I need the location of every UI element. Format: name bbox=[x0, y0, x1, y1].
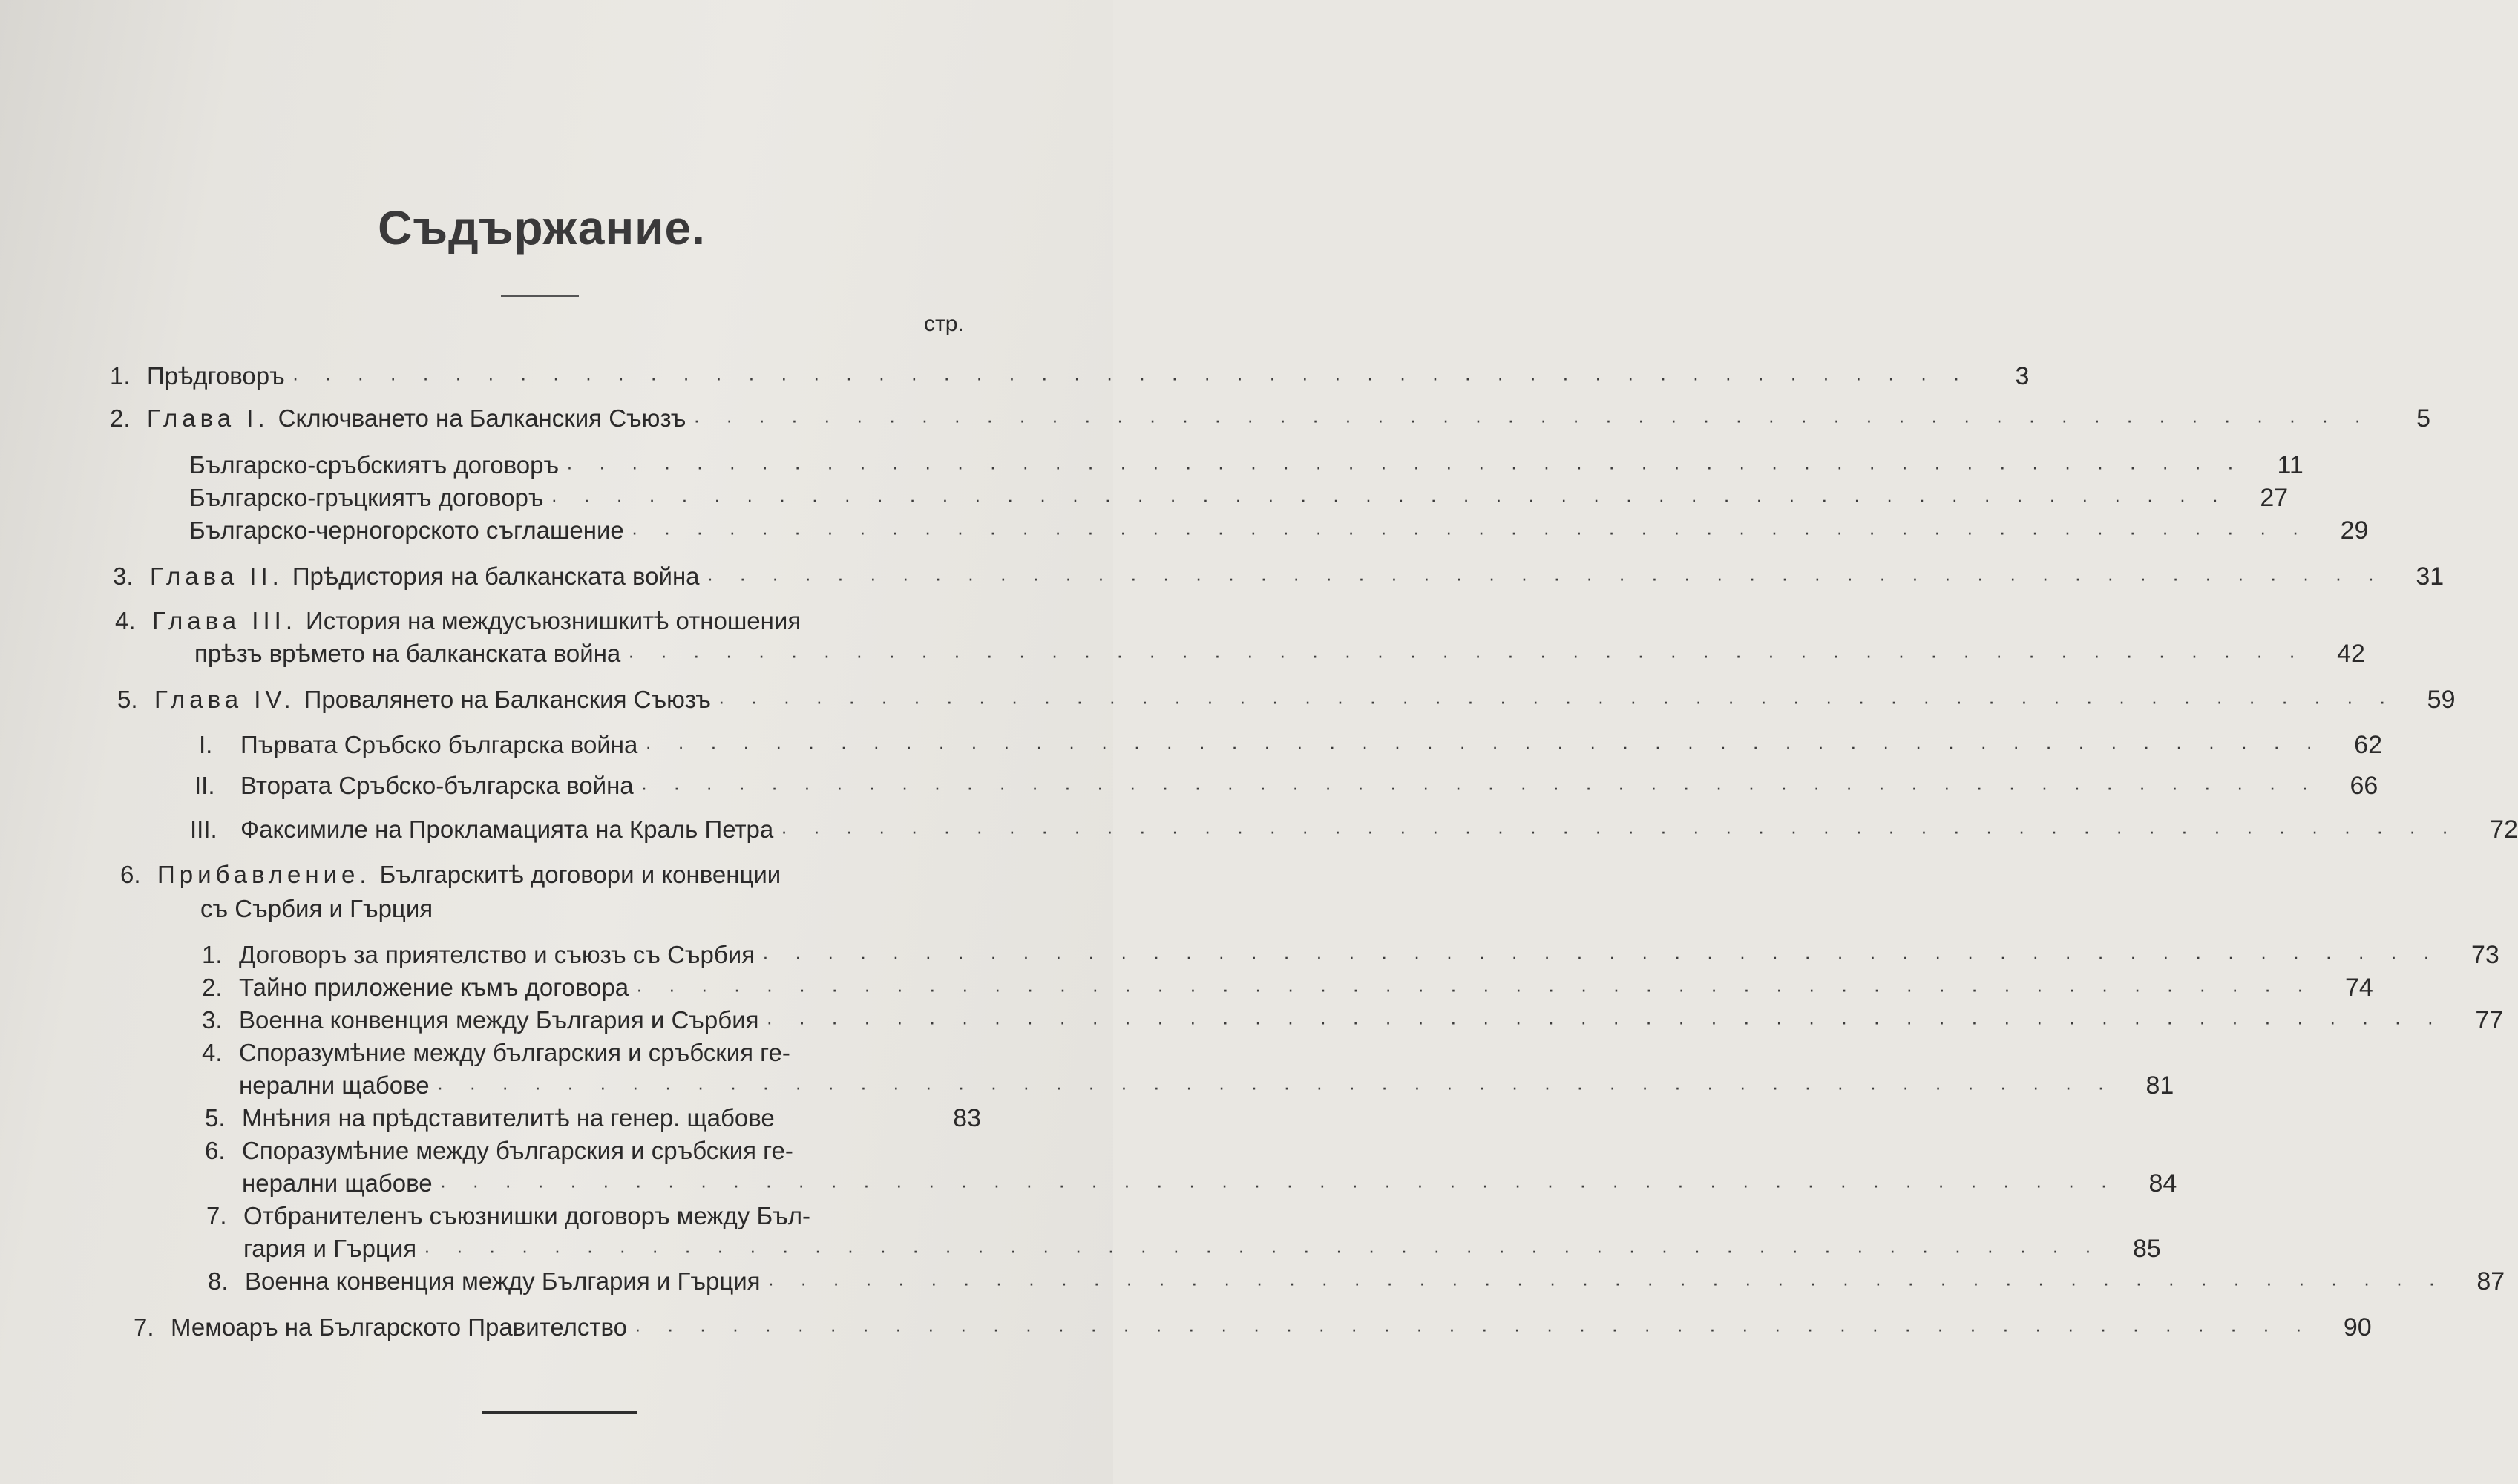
toc-entry bbox=[134, 1313, 2372, 1346]
page-title: Съдържание. bbox=[378, 201, 706, 255]
entry-number: I. bbox=[199, 731, 213, 758]
entry-number: 7. bbox=[134, 1313, 154, 1341]
entry-chapter: Глава III. bbox=[152, 607, 297, 634]
entry-page: 72 bbox=[2490, 815, 2518, 844]
toc-entry bbox=[110, 404, 2431, 437]
entry-title: Българско-гръцкиятъ договоръ bbox=[189, 484, 544, 511]
toc-entry bbox=[115, 607, 978, 640]
entry-chapter: Глава I. bbox=[147, 404, 269, 432]
leader-dots: · · · · · · · · · · · · · · · · · · · · · · · · · · · · · · · · · · · · · · · · · · · · · · · · · · · · bbox=[636, 978, 2314, 1000]
entry-number: 7. bbox=[206, 1202, 227, 1229]
entry-page: 29 bbox=[2340, 516, 2369, 545]
entry-title: съ Сърбия и Гърция bbox=[200, 895, 433, 922]
entry-number: III. bbox=[190, 815, 217, 843]
entry-page: 42 bbox=[2337, 640, 2365, 668]
toc-subentry bbox=[189, 516, 2369, 549]
leader-dots: · · · · · · · · · · · · · · · · · · · · · · · · · · · · · · · · · · · · · · · · · · · · · · · · · · · · bbox=[706, 567, 2385, 589]
toc-subentry bbox=[202, 974, 2373, 1006]
leader-dots: · · · · · · · · · · · · · · · · · · · · · · · · · · · · · · · · · · · · · · · · · · · · · · · · · · · · bbox=[640, 776, 2319, 798]
entry-title: Българско-сръбскиятъ договоръ bbox=[189, 451, 560, 479]
leader-dots: · · · · · · · · · · · · · · · · · · · · · · · · · · · · · · · · · · · · · · · · · · · · · · · · · · · · bbox=[628, 644, 2306, 666]
leader-dots: · · · · · · · · · · · · · · · · · · · · · · · · · · · · · · · · · · · · · · · · · · · · · · · · · · · · bbox=[566, 456, 2244, 478]
leader-dots: · · · · · · · · · · · · · · · · · · · · · · · · · · · · · · · · · · · · · · · · · · · · · · · · · · · · bbox=[766, 1011, 2445, 1033]
leader-dots: · · · · · · · · · · · · · · · · · · · · · · · · · · · · · · · · · · · · · · · · · · · · · · · · · · · · bbox=[718, 690, 2396, 712]
entry-chapter: Прибавление. bbox=[157, 861, 371, 888]
entry-page: 66 bbox=[2350, 772, 2378, 800]
entry-chapter: Глава IV. bbox=[154, 686, 295, 713]
toc-entry bbox=[120, 861, 978, 893]
entry-title: Първата Сръбско българска война bbox=[240, 731, 638, 758]
entry-title: Военна конвенция между България и Сърбия bbox=[239, 1006, 759, 1034]
entry-number: 3. bbox=[202, 1006, 223, 1034]
toc-subentry bbox=[194, 772, 2378, 804]
entry-title: нерални щабове bbox=[239, 1071, 430, 1099]
entry-page: 27 bbox=[2260, 484, 2289, 512]
leader-dots: · · · · · · · · · · · · · · · · · · · · · · · · · · · · · · · · · · · · · · · · · · · · · · · · · · · · bbox=[424, 1239, 2102, 1261]
entry-page: 31 bbox=[2416, 562, 2445, 591]
leader-dots: · · · · · · · · · · · · · · · · · · · · · · · · · · · · · · · · · · · · · · · · · · · · · · · · · · · · bbox=[762, 945, 2440, 968]
entry-page: 59 bbox=[2427, 686, 2456, 714]
leader-dots: · · · · · · · · · · · · · · · · · · · · · · · · · · · · · · · · · · · · · · · · · · · · · · · · · · · · bbox=[436, 1076, 2115, 1098]
entry-number: 4. bbox=[202, 1039, 223, 1066]
leader-dots: · · · · · · · · · · · · · · · · · · · · · · · · · · · · · · · · · · · · · · · · · · · · · · · · · · · · bbox=[635, 1318, 2312, 1340]
toc-subentry bbox=[202, 941, 2499, 974]
entry-number: 6. bbox=[120, 861, 141, 888]
entry-page: 81 bbox=[2145, 1071, 2174, 1100]
entry-title: Военна конвенция между България и Гърция bbox=[245, 1267, 761, 1295]
entry-page: 62 bbox=[2354, 731, 2382, 759]
entry-title: Мнѣния на прѣдставителитѣ на генер. щабове bbox=[242, 1104, 775, 1132]
toc-entry bbox=[117, 686, 2456, 718]
entry-number: 1. bbox=[202, 941, 223, 968]
entry-number: 2. bbox=[202, 974, 223, 1001]
entry-title: Договоръ за приятелство и съюзъ съ Сърбия bbox=[239, 941, 755, 968]
closing-rule bbox=[482, 1411, 637, 1414]
entry-title: Втората Сръбско-българска война bbox=[240, 772, 634, 799]
entry-page: 85 bbox=[2132, 1235, 2161, 1263]
toc-entry-continuation bbox=[200, 895, 978, 928]
entry-title: История на междусъюзнишкитѣ отношения bbox=[305, 607, 801, 634]
toc-subentry bbox=[206, 1202, 981, 1235]
leader-dots: · · · · · · · · · · · · · · · · · · · · · · · · · · · · · · · · · · · · · · · · · · · · · · · · · · · · bbox=[439, 1174, 2118, 1196]
toc-subentry bbox=[189, 451, 2304, 484]
entry-page: 74 bbox=[2344, 974, 2373, 1002]
entry-page: 11 bbox=[2277, 451, 2304, 479]
entry-page: 90 bbox=[2343, 1313, 2372, 1342]
toc-subentry bbox=[208, 1267, 2505, 1300]
toc-entry bbox=[113, 562, 2445, 595]
toc-subentry bbox=[205, 1137, 981, 1169]
entry-page: 77 bbox=[2475, 1006, 2504, 1034]
entry-title: нерални щабове bbox=[242, 1169, 433, 1197]
toc-entry-continuation bbox=[243, 1235, 2161, 1267]
entry-number: 5. bbox=[205, 1104, 226, 1132]
leader-dots: · · · · · · · · · · · · · · · · · · · · · · · · · · · · · · · · · · · · · · · · · · · · · · · · · · · · bbox=[292, 367, 1970, 389]
entry-title: гария и Гърция bbox=[243, 1235, 417, 1262]
toc-entry bbox=[110, 362, 2030, 395]
leader-dots: · · · · · · · · · · · · · · · · · · · · · · · · · · · · · · · · · · · · · · · · · · · · · · · · · · · · bbox=[781, 820, 2459, 842]
leader-dots: · · · · · · · · · · · · · · · · · · · · · · · · · · · · · · · · · · · · · · · · · · · · · · · · · · · · bbox=[645, 735, 2323, 758]
toc-subentry bbox=[189, 484, 2289, 516]
entry-number: 3. bbox=[113, 562, 134, 590]
entry-title: Тайно приложение къмъ договора bbox=[239, 974, 629, 1001]
toc-subentry bbox=[190, 815, 2518, 848]
entry-title: Провалянето на Балканския Съюзъ bbox=[304, 686, 711, 713]
entry-title: Българско-черногорското съглашение bbox=[189, 516, 624, 544]
entry-title: Сключването на Балканския Съюзъ bbox=[278, 404, 686, 432]
leader-dots: · · · · · · · · · · · · · · · · · · · · · · · · · · · · · · · · · · · · · · · · · · · · · · · · · · · · bbox=[693, 409, 2372, 431]
entry-number: 1. bbox=[110, 362, 131, 390]
toc-subentry bbox=[202, 1039, 981, 1071]
entry-number: II. bbox=[194, 772, 215, 799]
entry-number: 8. bbox=[208, 1267, 229, 1295]
entry-number: 2. bbox=[110, 404, 131, 432]
entry-title: Мемоаръ на Българското Правителство bbox=[171, 1313, 628, 1341]
entry-page: 83 bbox=[953, 1104, 981, 1132]
toc-subentry bbox=[199, 731, 2382, 764]
entry-title: Споразумѣние между българския и сръбския ге- bbox=[242, 1137, 793, 1164]
title-rule bbox=[501, 295, 579, 297]
toc-entry-continuation bbox=[242, 1169, 2177, 1202]
entry-page: 84 bbox=[2148, 1169, 2177, 1198]
leader-dots: · · · · · · · · · · · · · · · · · · · · · · · · · · · · · · · · · · · · · · · · · · · · · · · · · · · · bbox=[631, 521, 2309, 543]
toc-subentry bbox=[202, 1006, 2504, 1039]
entry-title: Прѣдговоръ bbox=[147, 362, 285, 390]
entry-number: 4. bbox=[115, 607, 136, 634]
entry-title: Прѣдистория на балканската война bbox=[292, 562, 700, 590]
leader-dots: · · · · · · · · · · · · · · · · · · · · · · · · · · · · · · · · · · · · · · · · · · · · · · · · · · · · bbox=[767, 1272, 2446, 1294]
entry-title: Споразумѣние между българския и сръбския ге- bbox=[239, 1039, 790, 1066]
leader-dots: · · · · · · · · · · · · · · · · · · · · · · · · · · · · · · · · · · · · · · · · · · · · · · · · · · · · bbox=[551, 488, 2229, 510]
toc-subentry bbox=[205, 1104, 981, 1137]
entry-title: Българскитѣ договори и конвенции bbox=[379, 861, 781, 888]
toc-entry-continuation bbox=[239, 1071, 2174, 1104]
toc-entry-continuation bbox=[194, 640, 2365, 672]
page-column-header: стр. bbox=[924, 312, 964, 336]
entry-title: Отбранителенъ съюзнишки договоръ между Бъл- bbox=[243, 1202, 810, 1229]
entry-chapter: Глава II. bbox=[150, 562, 283, 590]
entry-number: 5. bbox=[117, 686, 138, 713]
entry-page: 3 bbox=[2015, 362, 2030, 390]
entry-page: 5 bbox=[2416, 404, 2431, 433]
entry-title: Факсимиле на Прокламацията на Краль Петра bbox=[240, 815, 774, 843]
entry-page: 73 bbox=[2471, 941, 2499, 969]
entry-number: 6. bbox=[205, 1137, 226, 1164]
entry-page: 87 bbox=[2476, 1267, 2505, 1296]
entry-title: прѣзъ врѣмето на балканската война bbox=[194, 640, 621, 667]
